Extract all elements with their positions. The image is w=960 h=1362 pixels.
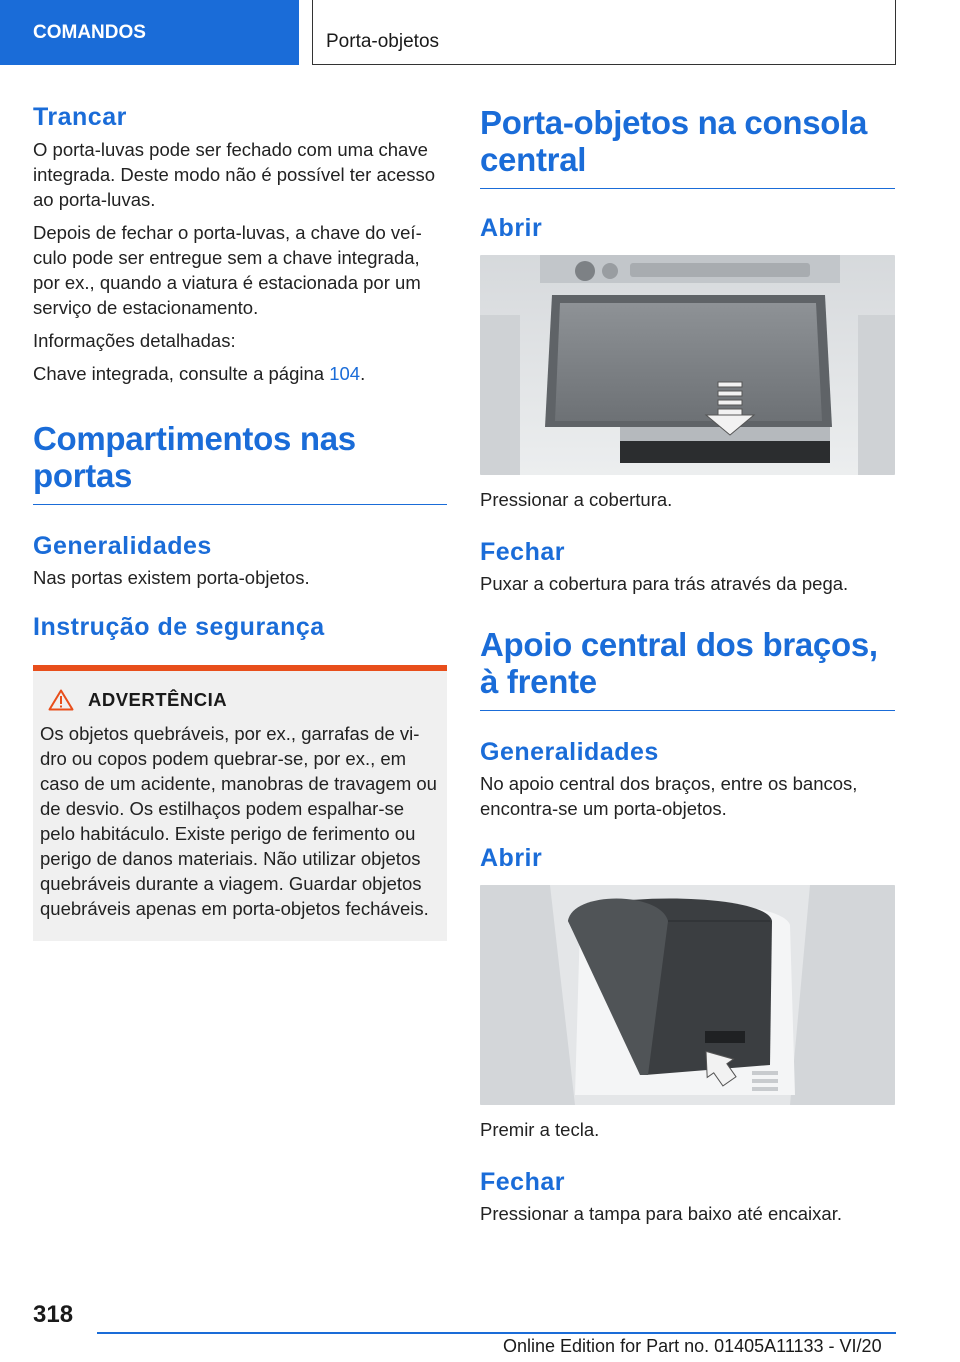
chapter-title: Porta-objetos [312, 0, 896, 65]
warning-triangle-icon [48, 689, 74, 711]
warning-box [33, 665, 447, 941]
armrest-heading-block [480, 626, 895, 711]
armrest-button-photo [480, 885, 895, 1105]
heading-fechar-2: Fechar [480, 1168, 565, 1196]
heading-abrir-1: Abrir [480, 214, 543, 242]
heading-generalidades-left: Generalidades [33, 532, 212, 560]
page-link-104[interactable]: 104 [329, 363, 361, 384]
footer-divider [97, 1332, 896, 1334]
warning-text: Os objetos quebráveis, por ex., garrafas de vidro ou copos podem quebrar-se, por ex., em caso de um acidente, manobras de travagem ou de desvio. Os estilhaços podem espalhar-se pelo habitáculo. Existe perigo de ferimento ou perigo de danos materiais. Não utilizar objetos quebráveis durante a viagem. Guardar objetos quebráveis apenas em porta-objetos fecháveis. [40, 723, 437, 919]
warning-title: ADVERTÊNCIA [88, 689, 228, 710]
heading-console: Porta-objetos na consola central [480, 104, 868, 178]
heading-compartimentos: Compartimentos nas portas [33, 420, 356, 494]
compartments-heading-block [33, 420, 447, 505]
generalidades-paragraph-left: Nas portas existem porta-objetos. [33, 567, 310, 588]
heading-armrest: Apoio central dos braços, à frente [480, 626, 878, 700]
heading-trancar: Trancar [33, 103, 127, 131]
trancar-paragraph-1: O porta-luvas pode ser fechado com uma chave integrada. Deste modo não é possível ter acesso ao porta-luvas. [33, 139, 436, 210]
right-column [480, 100, 895, 1226]
heading-fechar-1: Fechar [480, 538, 565, 566]
page-number: 318 [33, 1301, 74, 1328]
abrir-2-caption: Premir a tecla. [480, 1119, 600, 1140]
left-column [33, 100, 447, 941]
trancar-paragraph-3: Informações detalhadas: [33, 330, 236, 351]
warning-header [40, 689, 440, 711]
abrir-1-caption: Pressionar a cobertura. [480, 489, 673, 510]
reference-text: Chave integrada, consulte a página [33, 363, 330, 384]
console-heading-block [480, 104, 895, 189]
heading-seguranca: Instrução de segurança [33, 613, 325, 641]
trancar-paragraph-2: Depois de fechar o porta-luvas, a chave do veículo pode ser entregue sem a chave integrada, por ex., quando a viatura é estacionada por um serviço de estacionamento. [33, 222, 422, 318]
trancar-paragraph-4 [33, 361, 447, 386]
fechar-1-paragraph: Puxar a cobertura para trás através da pega. [480, 573, 849, 594]
fechar-2-paragraph: Pressionar a tampa para baixo até encaixar. [480, 1203, 842, 1224]
console-cover-photo [480, 255, 895, 475]
section-tab: COMANDOS [0, 0, 299, 65]
heading-generalidades-right: Generalidades [480, 738, 659, 766]
generalidades-paragraph-right: No apoio central dos braços, entre os bancos, encontra-se um porta-objetos. [480, 773, 858, 819]
reference-suffix: . [360, 363, 366, 384]
heading-abrir-2: Abrir [480, 844, 543, 872]
edition-note: Online Edition for Part no. 01405A11133 - VI/20 [503, 1336, 882, 1356]
